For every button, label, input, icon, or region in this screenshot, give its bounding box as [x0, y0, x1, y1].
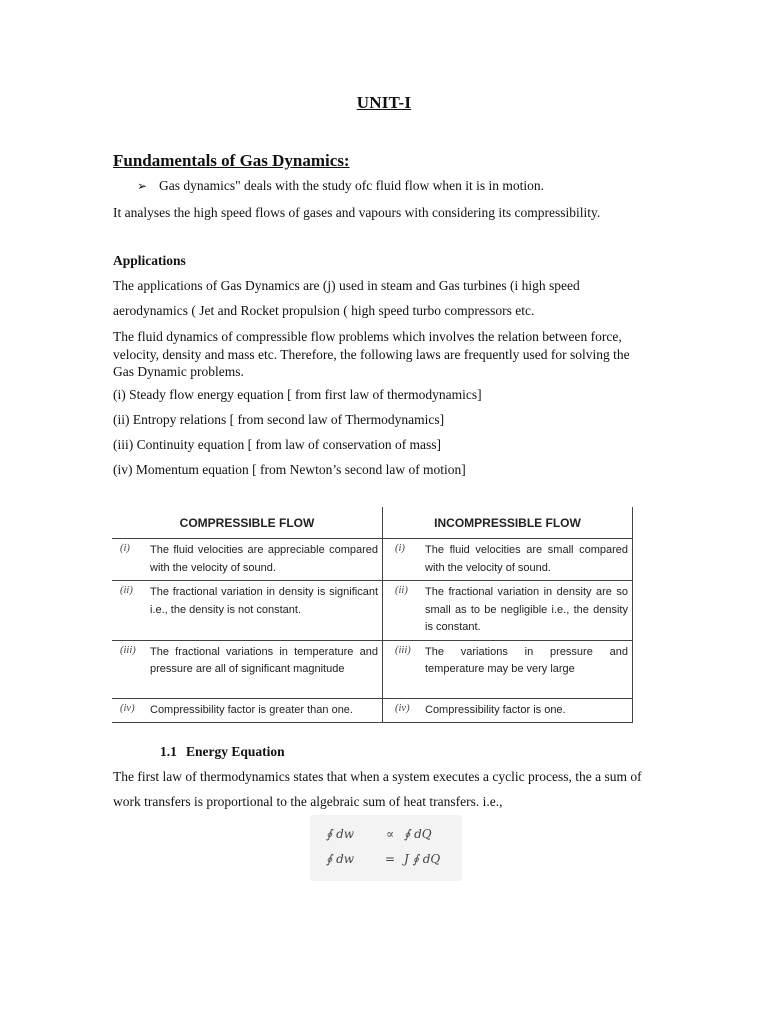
equation-rhs: J ∮ dQ — [404, 852, 441, 866]
arrow-bullet-icon: ➢ — [137, 179, 148, 193]
equation-image — [310, 815, 462, 881]
section-title: Fundamentals of Gas Dynamics: — [113, 151, 350, 170]
law-item: (i) Steady flow energy equation [ from first law of thermodynamics] — [113, 387, 482, 402]
bullet-text: Gas dynamics" deals with the study ofc fluid flow when it is in motion. — [159, 178, 544, 193]
comparison-table — [112, 507, 633, 723]
row-number: (iv) — [383, 698, 426, 723]
compressible-cell: Compressibility factor is greater than one. — [150, 698, 383, 723]
incompressible-cell: The fractional variation in density are so small as to be negligible i.e., the density is constant. — [425, 581, 633, 641]
law-item: (ii) Entropy relations [ from second law of Thermodynamics] — [113, 412, 445, 427]
equation-line — [326, 827, 454, 841]
bullet-item — [137, 178, 544, 194]
energy-paragraph: The first law of thermodynamics states that when a system executes a cyclic process, the a sum of work transfers is proportional to the algebraic sum of heat transfers. i.e., — [113, 769, 642, 809]
incompressible-cell: The variations in pressure and temperature may be very large — [425, 640, 633, 698]
row-number: (iii) — [112, 640, 150, 698]
compressible-cell: The fractional variation in density is significant i.e., the density is not constant. — [150, 581, 383, 641]
table-row — [112, 698, 633, 723]
table-header-compressible: COMPRESSIBLE FLOW — [112, 507, 383, 539]
row-number: (ii) — [112, 581, 150, 641]
equation-line — [326, 852, 454, 866]
row-number: (iii) — [383, 640, 426, 698]
table-header-row — [112, 507, 633, 539]
compressible-cell: The fluid velocities are appreciable compared with the velocity of sound. — [150, 539, 383, 581]
laws-intro-paragraph: The fluid dynamics of compressible flow problems which involves the relation between force, velocity, density and mass etc. Therefore, the following laws are frequently used for solving the Gas Dynamic problems. — [113, 329, 630, 379]
row-number: (iv) — [112, 698, 150, 723]
intro-paragraph: It analyses the high speed flows of gases and vapours with considering its compressibility. — [113, 205, 601, 220]
subsection-title: Energy Equation — [186, 744, 285, 759]
equation-operator: = — [384, 852, 396, 866]
row-number: (i) — [112, 539, 150, 581]
table-row — [112, 539, 633, 581]
equation-rhs: ∮ dQ — [404, 827, 432, 841]
equation-lhs: ∮ dw — [326, 827, 355, 841]
table-row — [112, 640, 633, 698]
compressible-cell: The fractional variations in temperature and pressure are all of significant magnitude — [150, 640, 383, 698]
subsection-number: 1.1 — [160, 744, 177, 759]
table-header-incompressible: INCOMPRESSIBLE FLOW — [383, 507, 633, 539]
incompressible-cell: The fluid velocities are small compared with the velocity of sound. — [425, 539, 633, 581]
subsection-heading — [160, 744, 285, 760]
incompressible-cell: Compressibility factor is one. — [425, 698, 633, 723]
applications-paragraph: The applications of Gas Dynamics are (j) used in steam and Gas turbines (i high speed aerodynamics ( Jet and Rocket propulsion ( high speed turbo compressors etc. — [113, 278, 580, 318]
law-item: (iv) Momentum equation [ from Newton’s second law of motion] — [113, 462, 466, 477]
equation-lhs: ∮ dw — [326, 852, 355, 866]
equation-operator: ∝ — [385, 827, 395, 841]
row-number: (i) — [383, 539, 426, 581]
table-row — [112, 581, 633, 641]
row-number: (ii) — [383, 581, 426, 641]
law-item: (iii) Continuity equation [ from law of conservation of mass] — [113, 437, 442, 452]
unit-title: UNIT-I — [356, 93, 412, 112]
applications-heading: Applications — [113, 253, 186, 268]
